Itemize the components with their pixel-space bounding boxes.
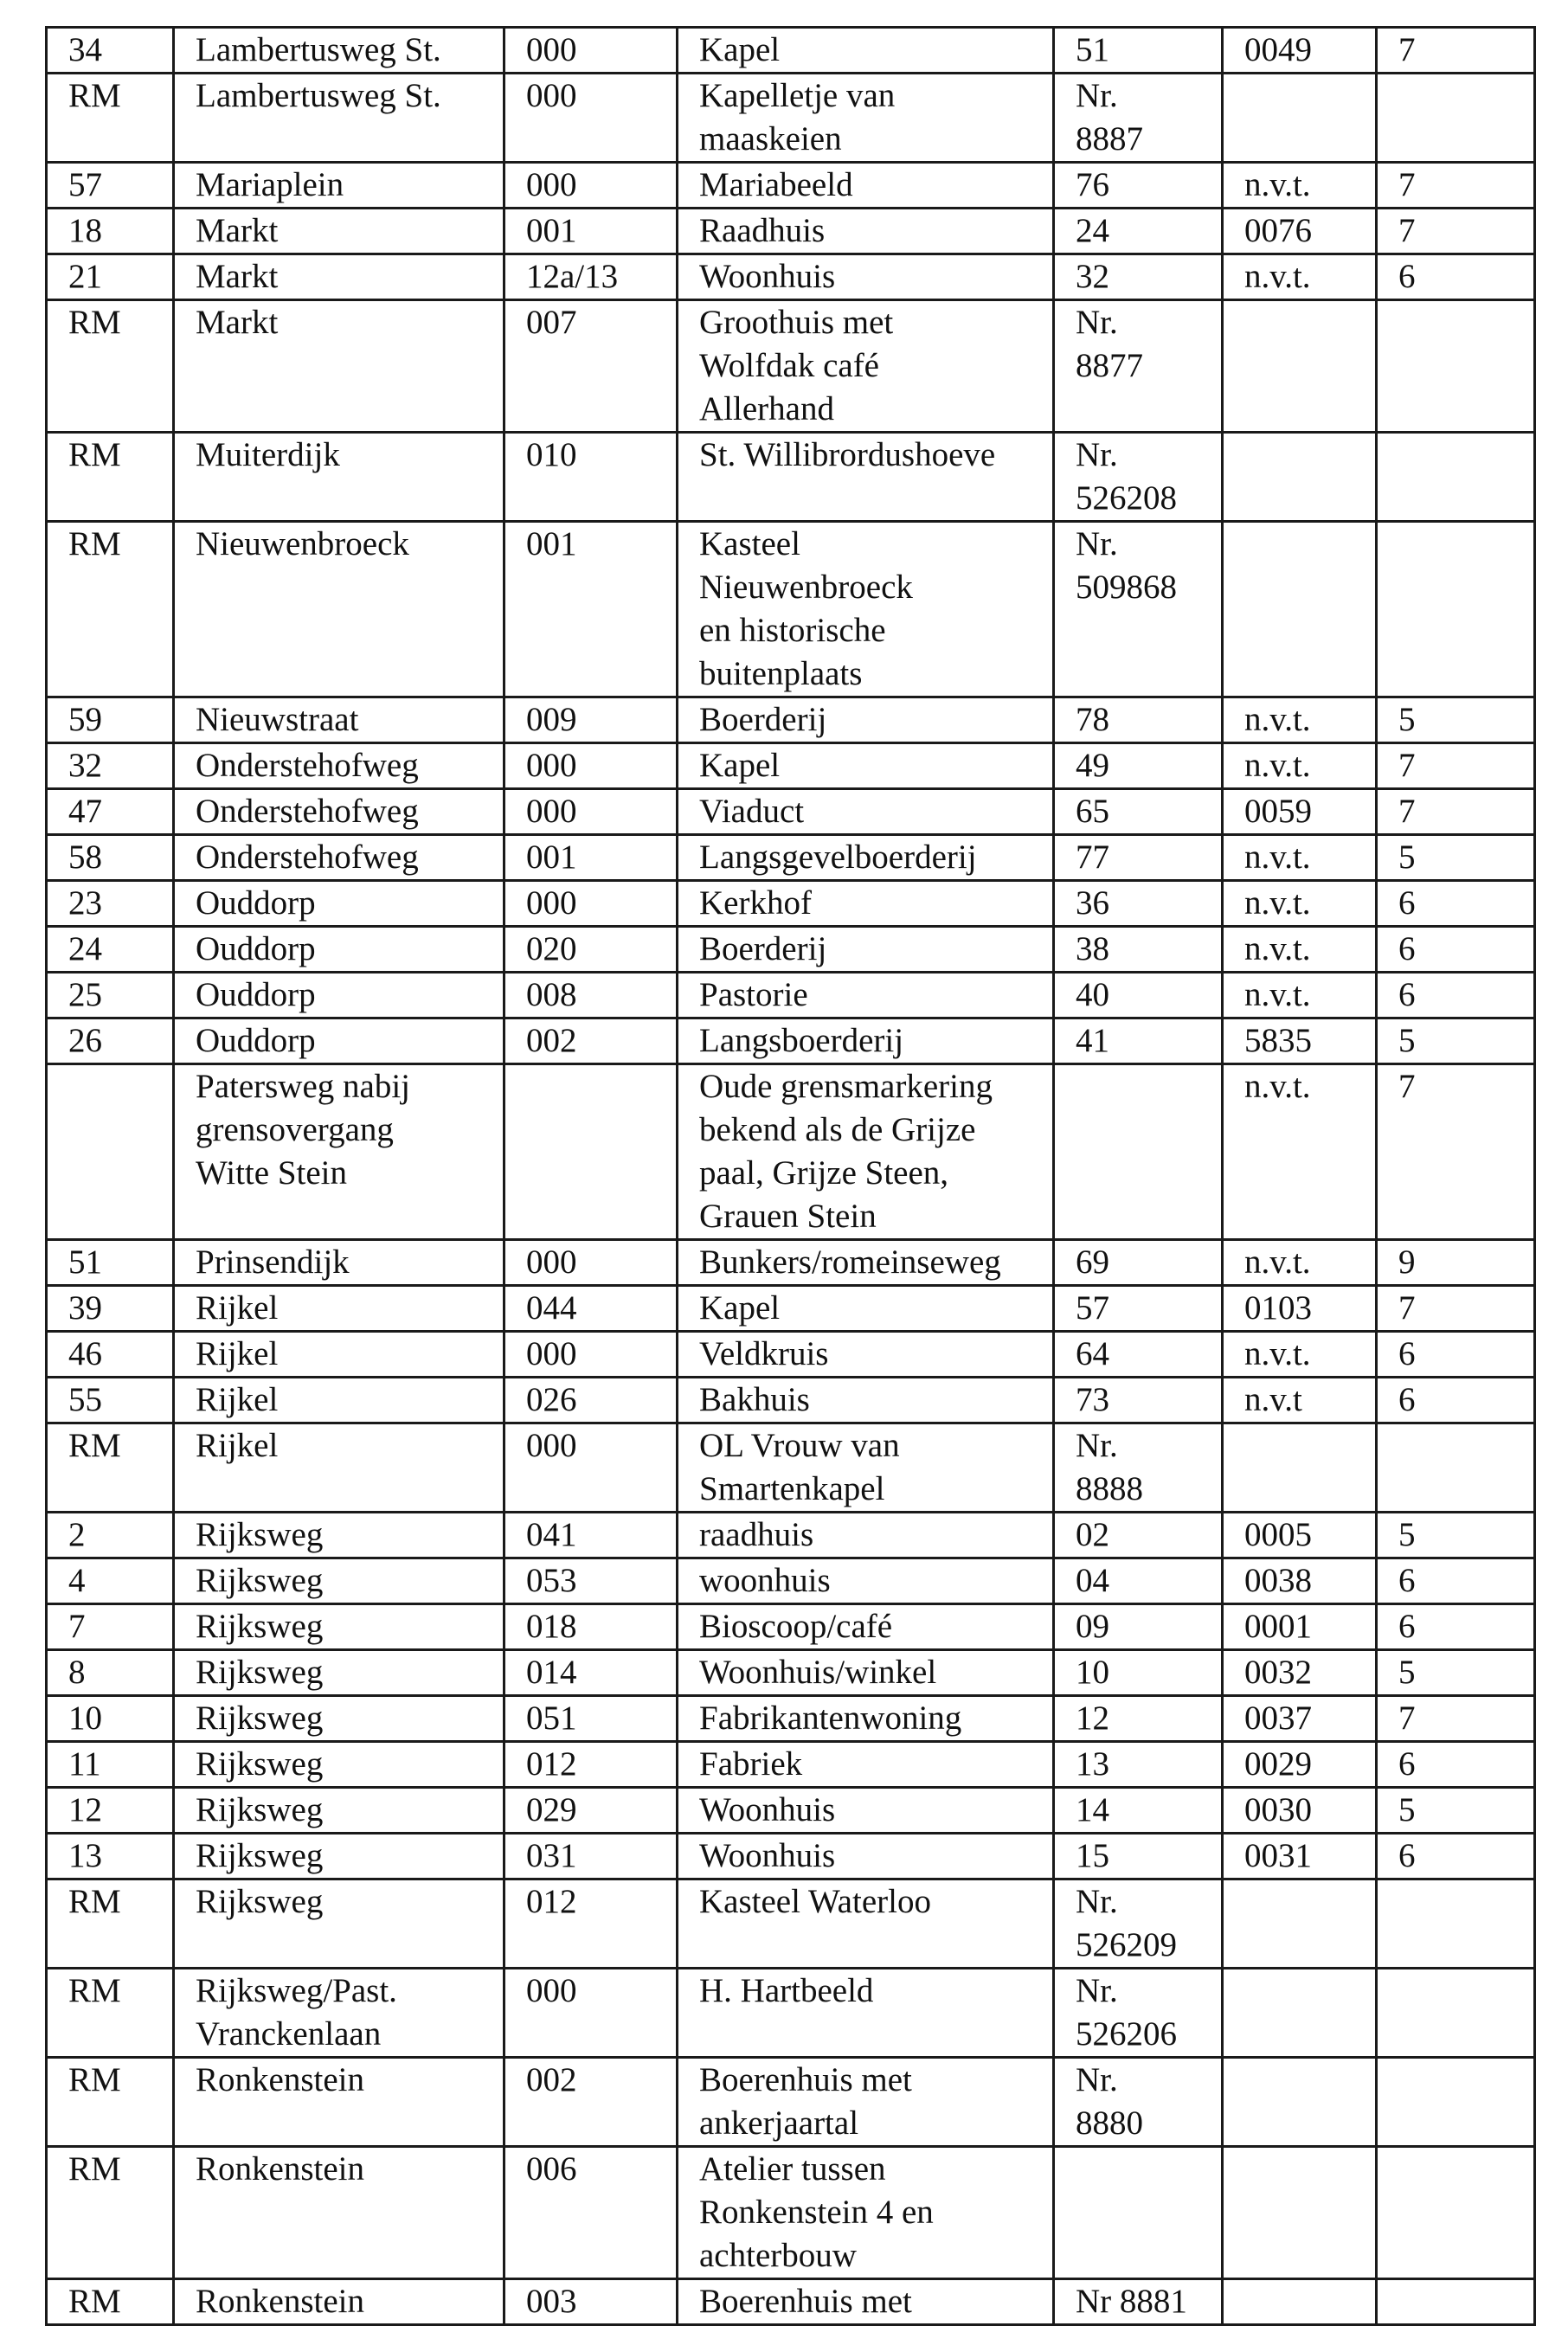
reference-cell: 02 bbox=[1054, 1513, 1223, 1558]
house-number-cell: 000 bbox=[504, 1240, 678, 1286]
number-cell: 58 bbox=[47, 835, 174, 881]
number-cell: 26 bbox=[47, 1018, 174, 1064]
reference-cell: 77 bbox=[1054, 835, 1223, 881]
number-cell: 10 bbox=[47, 1696, 174, 1742]
code-cell: n.v.t. bbox=[1223, 927, 1377, 973]
house-number-cell: 001 bbox=[504, 835, 678, 881]
street-cell: Rijksweg bbox=[174, 1558, 504, 1604]
category-cell: 5 bbox=[1377, 1650, 1535, 1696]
code-cell: n.v.t. bbox=[1223, 743, 1377, 789]
table-row bbox=[47, 522, 1535, 697]
object-cell: Langsgevelboerderij bbox=[678, 835, 1054, 881]
house-number-cell: 000 bbox=[504, 1423, 678, 1513]
table-row bbox=[47, 973, 1535, 1018]
table-row bbox=[47, 28, 1535, 74]
reference-cell: 41 bbox=[1054, 1018, 1223, 1064]
category-cell: 6 bbox=[1377, 881, 1535, 927]
code-cell: 0031 bbox=[1223, 1834, 1377, 1879]
category-cell: 5 bbox=[1377, 1788, 1535, 1834]
number-cell: RM bbox=[47, 1969, 174, 2058]
street-cell: Rijkel bbox=[174, 1286, 504, 1332]
street-cell: Lambertusweg St. bbox=[174, 28, 504, 74]
street-cell: Onderstehofweg bbox=[174, 789, 504, 835]
reference-cell: 32 bbox=[1054, 254, 1223, 300]
street-cell: Rijksweg bbox=[174, 1513, 504, 1558]
object-cell: Viaduct bbox=[678, 789, 1054, 835]
number-cell: 59 bbox=[47, 697, 174, 743]
code-cell bbox=[1223, 74, 1377, 163]
object-cell: Pastorie bbox=[678, 973, 1054, 1018]
street-cell: Rijksweg bbox=[174, 1650, 504, 1696]
object-cell: Mariabeeld bbox=[678, 163, 1054, 209]
number-cell: RM bbox=[47, 1423, 174, 1513]
table-row bbox=[47, 1742, 1535, 1788]
house-number-cell: 006 bbox=[504, 2147, 678, 2279]
table-row bbox=[47, 1558, 1535, 1604]
table-row bbox=[47, 881, 1535, 927]
number-cell: 57 bbox=[47, 163, 174, 209]
reference-cell: Nr. 526208 bbox=[1054, 433, 1223, 522]
reference-cell: 51 bbox=[1054, 28, 1223, 74]
number-cell: 12 bbox=[47, 1788, 174, 1834]
category-cell: 5 bbox=[1377, 1513, 1535, 1558]
reference-cell: Nr. 509868 bbox=[1054, 522, 1223, 697]
street-cell: Patersweg nabij grensovergang Witte Stein bbox=[174, 1064, 504, 1240]
table-row bbox=[47, 1240, 1535, 1286]
house-number-cell: 001 bbox=[504, 209, 678, 254]
category-cell: 7 bbox=[1377, 743, 1535, 789]
reference-cell: 09 bbox=[1054, 1604, 1223, 1650]
street-cell: Rijksweg bbox=[174, 1788, 504, 1834]
object-cell: raadhuis bbox=[678, 1513, 1054, 1558]
reference-cell: Nr. 526209 bbox=[1054, 1879, 1223, 1969]
category-cell: 7 bbox=[1377, 1696, 1535, 1742]
reference-cell: Nr. 526206 bbox=[1054, 1969, 1223, 2058]
street-cell: Rijkel bbox=[174, 1423, 504, 1513]
house-number-cell: 026 bbox=[504, 1378, 678, 1423]
category-cell bbox=[1377, 1423, 1535, 1513]
category-cell: 6 bbox=[1377, 1558, 1535, 1604]
street-cell: Prinsendijk bbox=[174, 1240, 504, 1286]
category-cell: 9 bbox=[1377, 1240, 1535, 1286]
house-number-cell: 000 bbox=[504, 789, 678, 835]
table-row bbox=[47, 2279, 1535, 2325]
table-row bbox=[47, 1513, 1535, 1558]
reference-cell: Nr. 8877 bbox=[1054, 300, 1223, 433]
reference-cell: 57 bbox=[1054, 1286, 1223, 1332]
category-cell bbox=[1377, 74, 1535, 163]
street-cell: Lambertusweg St. bbox=[174, 74, 504, 163]
code-cell: n.v.t bbox=[1223, 1378, 1377, 1423]
code-cell: 0029 bbox=[1223, 1742, 1377, 1788]
code-cell: 0076 bbox=[1223, 209, 1377, 254]
reference-cell: Nr. 8887 bbox=[1054, 74, 1223, 163]
street-cell: Ouddorp bbox=[174, 973, 504, 1018]
street-cell: Rijksweg/Past. Vranckenlaan bbox=[174, 1969, 504, 2058]
number-cell: RM bbox=[47, 433, 174, 522]
number-cell: 8 bbox=[47, 1650, 174, 1696]
category-cell bbox=[1377, 2058, 1535, 2147]
street-cell: Rijkel bbox=[174, 1332, 504, 1378]
street-cell: Markt bbox=[174, 300, 504, 433]
street-cell: Ronkenstein bbox=[174, 2058, 504, 2147]
table-row bbox=[47, 1969, 1535, 2058]
street-cell: Nieuwenbroeck bbox=[174, 522, 504, 697]
code-cell: n.v.t. bbox=[1223, 973, 1377, 1018]
reference-cell: 64 bbox=[1054, 1332, 1223, 1378]
code-cell: n.v.t. bbox=[1223, 835, 1377, 881]
table-row bbox=[47, 1423, 1535, 1513]
reference-cell: Nr 8881 bbox=[1054, 2279, 1223, 2325]
object-cell: Kapelletje van maaskeien bbox=[678, 74, 1054, 163]
code-cell: n.v.t. bbox=[1223, 1332, 1377, 1378]
category-cell: 6 bbox=[1377, 254, 1535, 300]
reference-cell: 78 bbox=[1054, 697, 1223, 743]
house-number-cell: 010 bbox=[504, 433, 678, 522]
object-cell: St. Willibrordushoeve bbox=[678, 433, 1054, 522]
street-cell: Onderstehofweg bbox=[174, 743, 504, 789]
street-cell: Mariaplein bbox=[174, 163, 504, 209]
object-cell: OL Vrouw van Smartenkapel bbox=[678, 1423, 1054, 1513]
category-cell: 6 bbox=[1377, 1834, 1535, 1879]
object-cell: Kerkhof bbox=[678, 881, 1054, 927]
number-cell: 34 bbox=[47, 28, 174, 74]
object-cell: Veldkruis bbox=[678, 1332, 1054, 1378]
category-cell: 7 bbox=[1377, 789, 1535, 835]
category-cell: 6 bbox=[1377, 973, 1535, 1018]
category-cell bbox=[1377, 300, 1535, 433]
object-cell: Woonhuis bbox=[678, 1788, 1054, 1834]
table-row bbox=[47, 254, 1535, 300]
table-row bbox=[47, 163, 1535, 209]
object-cell: Boerderij bbox=[678, 697, 1054, 743]
category-cell: 7 bbox=[1377, 1064, 1535, 1240]
object-cell: Woonhuis bbox=[678, 254, 1054, 300]
code-cell: 0032 bbox=[1223, 1650, 1377, 1696]
house-number-cell: 009 bbox=[504, 697, 678, 743]
street-cell: Ronkenstein bbox=[174, 2279, 504, 2325]
house-number-cell: 041 bbox=[504, 1513, 678, 1558]
object-cell: Kapel bbox=[678, 28, 1054, 74]
code-cell: 0049 bbox=[1223, 28, 1377, 74]
object-cell: Fabrikantenwoning bbox=[678, 1696, 1054, 1742]
reference-cell bbox=[1054, 1064, 1223, 1240]
table-row bbox=[47, 743, 1535, 789]
number-cell: RM bbox=[47, 1879, 174, 1969]
reference-cell: 49 bbox=[1054, 743, 1223, 789]
object-cell: Woonhuis/winkel bbox=[678, 1650, 1054, 1696]
house-number-cell: 053 bbox=[504, 1558, 678, 1604]
street-cell: Ouddorp bbox=[174, 881, 504, 927]
code-cell: 0103 bbox=[1223, 1286, 1377, 1332]
code-cell bbox=[1223, 1969, 1377, 2058]
number-cell bbox=[47, 1064, 174, 1240]
object-cell: Boerenhuis met ankerjaartal bbox=[678, 2058, 1054, 2147]
number-cell: RM bbox=[47, 2279, 174, 2325]
object-cell: Boerderij bbox=[678, 927, 1054, 973]
table-row bbox=[47, 1332, 1535, 1378]
code-cell: n.v.t. bbox=[1223, 163, 1377, 209]
code-cell bbox=[1223, 433, 1377, 522]
object-cell: Woonhuis bbox=[678, 1834, 1054, 1879]
code-cell bbox=[1223, 300, 1377, 433]
object-cell: Kasteel Nieuwenbroeck en historische buitenplaats bbox=[678, 522, 1054, 697]
category-cell bbox=[1377, 1969, 1535, 2058]
street-cell: Ouddorp bbox=[174, 927, 504, 973]
code-cell bbox=[1223, 1423, 1377, 1513]
object-cell: Bunkers/romeinseweg bbox=[678, 1240, 1054, 1286]
reference-cell: 04 bbox=[1054, 1558, 1223, 1604]
code-cell: 0059 bbox=[1223, 789, 1377, 835]
category-cell bbox=[1377, 2279, 1535, 2325]
street-cell: Markt bbox=[174, 254, 504, 300]
category-cell: 5 bbox=[1377, 835, 1535, 881]
house-number-cell: 051 bbox=[504, 1696, 678, 1742]
table-row bbox=[47, 835, 1535, 881]
number-cell: RM bbox=[47, 2147, 174, 2279]
reference-cell: 38 bbox=[1054, 927, 1223, 973]
number-cell: RM bbox=[47, 74, 174, 163]
category-cell: 5 bbox=[1377, 1018, 1535, 1064]
number-cell: 23 bbox=[47, 881, 174, 927]
street-cell: Onderstehofweg bbox=[174, 835, 504, 881]
object-cell: Bakhuis bbox=[678, 1378, 1054, 1423]
house-number-cell: 000 bbox=[504, 1969, 678, 2058]
table-row bbox=[47, 1788, 1535, 1834]
code-cell: 0030 bbox=[1223, 1788, 1377, 1834]
house-number-cell: 000 bbox=[504, 1332, 678, 1378]
street-cell: Muiterdijk bbox=[174, 433, 504, 522]
code-cell bbox=[1223, 522, 1377, 697]
category-cell bbox=[1377, 522, 1535, 697]
code-cell: 0038 bbox=[1223, 1558, 1377, 1604]
table-row bbox=[47, 209, 1535, 254]
code-cell: n.v.t. bbox=[1223, 697, 1377, 743]
table-row bbox=[47, 927, 1535, 973]
code-cell: n.v.t. bbox=[1223, 881, 1377, 927]
object-cell: Kapel bbox=[678, 743, 1054, 789]
house-number-cell: 000 bbox=[504, 74, 678, 163]
number-cell: RM bbox=[47, 300, 174, 433]
table-row bbox=[47, 1018, 1535, 1064]
house-number-cell: 000 bbox=[504, 881, 678, 927]
code-cell: n.v.t. bbox=[1223, 254, 1377, 300]
code-cell bbox=[1223, 2058, 1377, 2147]
number-cell: 39 bbox=[47, 1286, 174, 1332]
table-row bbox=[47, 1834, 1535, 1879]
table-row bbox=[47, 1064, 1535, 1240]
house-number-cell: 002 bbox=[504, 1018, 678, 1064]
object-cell: Boerenhuis met bbox=[678, 2279, 1054, 2325]
house-number-cell: 12a/13 bbox=[504, 254, 678, 300]
number-cell: 25 bbox=[47, 973, 174, 1018]
code-cell: 5835 bbox=[1223, 1018, 1377, 1064]
number-cell: 46 bbox=[47, 1332, 174, 1378]
category-cell: 6 bbox=[1377, 1332, 1535, 1378]
table-row bbox=[47, 1650, 1535, 1696]
category-cell: 6 bbox=[1377, 1378, 1535, 1423]
street-cell: Rijkel bbox=[174, 1378, 504, 1423]
table-row bbox=[47, 1879, 1535, 1969]
number-cell: 4 bbox=[47, 1558, 174, 1604]
object-cell: woonhuis bbox=[678, 1558, 1054, 1604]
number-cell: 7 bbox=[47, 1604, 174, 1650]
table-row bbox=[47, 789, 1535, 835]
street-cell: Rijksweg bbox=[174, 1696, 504, 1742]
object-cell: Bioscoop/café bbox=[678, 1604, 1054, 1650]
reference-cell: 10 bbox=[1054, 1650, 1223, 1696]
number-cell: 47 bbox=[47, 789, 174, 835]
category-cell: 7 bbox=[1377, 209, 1535, 254]
monument-table bbox=[45, 26, 1536, 2326]
reference-cell: 36 bbox=[1054, 881, 1223, 927]
house-number-cell: 003 bbox=[504, 2279, 678, 2325]
reference-cell: 24 bbox=[1054, 209, 1223, 254]
house-number-cell: 000 bbox=[504, 163, 678, 209]
category-cell bbox=[1377, 433, 1535, 522]
table-row bbox=[47, 1696, 1535, 1742]
reference-cell: 13 bbox=[1054, 1742, 1223, 1788]
object-cell: Atelier tussen Ronkenstein 4 en achterbouw bbox=[678, 2147, 1054, 2279]
reference-cell: 12 bbox=[1054, 1696, 1223, 1742]
number-cell: 51 bbox=[47, 1240, 174, 1286]
house-number-cell: 002 bbox=[504, 2058, 678, 2147]
house-number-cell: 000 bbox=[504, 743, 678, 789]
object-cell: Oude grensmarkering bekend als de Grijze paal, Grijze Steen, Grauen Stein bbox=[678, 1064, 1054, 1240]
table-row bbox=[47, 1378, 1535, 1423]
object-cell: Fabriek bbox=[678, 1742, 1054, 1788]
object-cell: Groothuis met Wolfdak café Allerhand bbox=[678, 300, 1054, 433]
table-body bbox=[47, 28, 1535, 2325]
street-cell: Ouddorp bbox=[174, 1018, 504, 1064]
reference-cell: 69 bbox=[1054, 1240, 1223, 1286]
table-row bbox=[47, 2058, 1535, 2147]
table-row bbox=[47, 300, 1535, 433]
house-number-cell: 020 bbox=[504, 927, 678, 973]
number-cell: 32 bbox=[47, 743, 174, 789]
reference-cell: 14 bbox=[1054, 1788, 1223, 1834]
street-cell: Ronkenstein bbox=[174, 2147, 504, 2279]
object-cell: Kapel bbox=[678, 1286, 1054, 1332]
category-cell: 6 bbox=[1377, 1742, 1535, 1788]
number-cell: 21 bbox=[47, 254, 174, 300]
reference-cell: Nr. 8880 bbox=[1054, 2058, 1223, 2147]
house-number-cell bbox=[504, 1064, 678, 1240]
code-cell bbox=[1223, 2279, 1377, 2325]
category-cell bbox=[1377, 1879, 1535, 1969]
street-cell: Rijksweg bbox=[174, 1742, 504, 1788]
house-number-cell: 001 bbox=[504, 522, 678, 697]
house-number-cell: 031 bbox=[504, 1834, 678, 1879]
street-cell: Nieuwstraat bbox=[174, 697, 504, 743]
street-cell: Rijksweg bbox=[174, 1604, 504, 1650]
house-number-cell: 014 bbox=[504, 1650, 678, 1696]
house-number-cell: 007 bbox=[504, 300, 678, 433]
category-cell: 7 bbox=[1377, 28, 1535, 74]
table-row bbox=[47, 1604, 1535, 1650]
number-cell: 2 bbox=[47, 1513, 174, 1558]
code-cell: 0005 bbox=[1223, 1513, 1377, 1558]
reference-cell: 76 bbox=[1054, 163, 1223, 209]
code-cell: n.v.t. bbox=[1223, 1064, 1377, 1240]
category-cell: 7 bbox=[1377, 163, 1535, 209]
category-cell: 6 bbox=[1377, 927, 1535, 973]
house-number-cell: 000 bbox=[504, 28, 678, 74]
object-cell: H. Hartbeeld bbox=[678, 1969, 1054, 2058]
reference-cell: 15 bbox=[1054, 1834, 1223, 1879]
number-cell: 13 bbox=[47, 1834, 174, 1879]
reference-cell: Nr. 8888 bbox=[1054, 1423, 1223, 1513]
house-number-cell: 029 bbox=[504, 1788, 678, 1834]
street-cell: Rijksweg bbox=[174, 1879, 504, 1969]
number-cell: 24 bbox=[47, 927, 174, 973]
house-number-cell: 012 bbox=[504, 1879, 678, 1969]
category-cell: 7 bbox=[1377, 1286, 1535, 1332]
code-cell bbox=[1223, 1879, 1377, 1969]
code-cell: 0037 bbox=[1223, 1696, 1377, 1742]
table-row bbox=[47, 1286, 1535, 1332]
house-number-cell: 044 bbox=[504, 1286, 678, 1332]
house-number-cell: 018 bbox=[504, 1604, 678, 1650]
number-cell: 11 bbox=[47, 1742, 174, 1788]
street-cell: Markt bbox=[174, 209, 504, 254]
code-cell: 0001 bbox=[1223, 1604, 1377, 1650]
house-number-cell: 008 bbox=[504, 973, 678, 1018]
reference-cell: 73 bbox=[1054, 1378, 1223, 1423]
house-number-cell: 012 bbox=[504, 1742, 678, 1788]
table-row bbox=[47, 697, 1535, 743]
code-cell: n.v.t. bbox=[1223, 1240, 1377, 1286]
reference-cell: 40 bbox=[1054, 973, 1223, 1018]
table-row bbox=[47, 433, 1535, 522]
number-cell: RM bbox=[47, 2058, 174, 2147]
street-cell: Rijksweg bbox=[174, 1834, 504, 1879]
reference-cell: 65 bbox=[1054, 789, 1223, 835]
object-cell: Raadhuis bbox=[678, 209, 1054, 254]
category-cell: 5 bbox=[1377, 697, 1535, 743]
category-cell: 6 bbox=[1377, 1604, 1535, 1650]
number-cell: RM bbox=[47, 522, 174, 697]
object-cell: Langsboerderij bbox=[678, 1018, 1054, 1064]
number-cell: 55 bbox=[47, 1378, 174, 1423]
table-row bbox=[47, 74, 1535, 163]
number-cell: 18 bbox=[47, 209, 174, 254]
object-cell: Kasteel Waterloo bbox=[678, 1879, 1054, 1969]
